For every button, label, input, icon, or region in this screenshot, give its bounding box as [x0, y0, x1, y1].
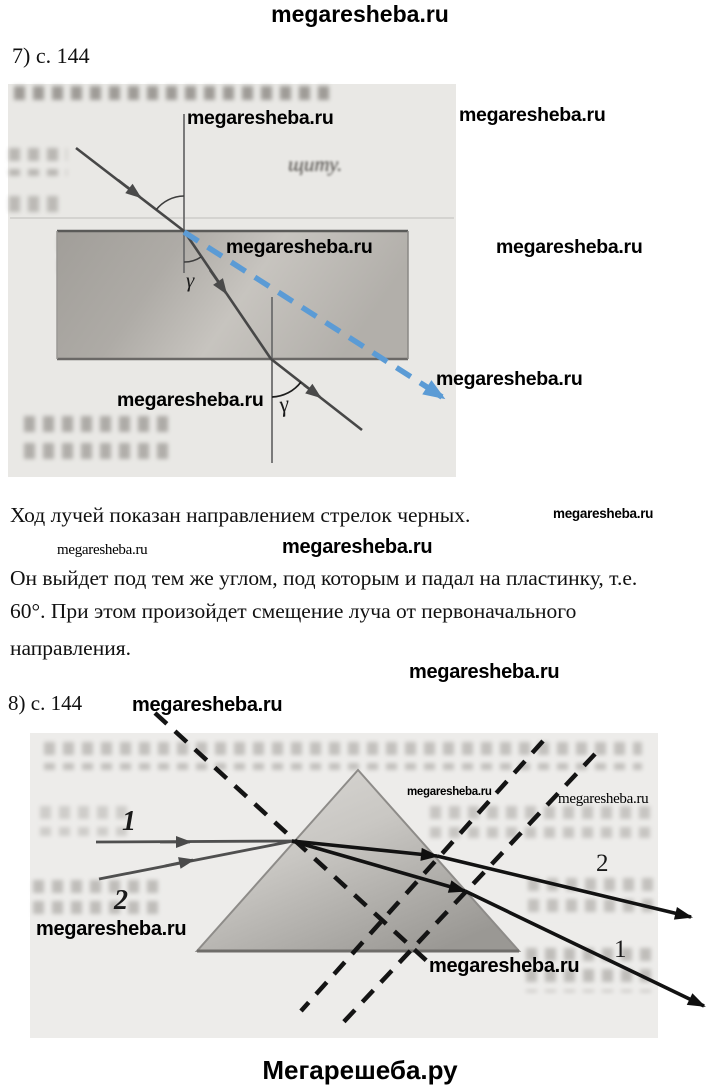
scan-bleed-text: щиту.: [288, 152, 343, 176]
incident-ray-1-label: 1: [122, 806, 136, 837]
watermark: megaresheba.ru: [496, 236, 643, 258]
caption-ray-path: Ход лучей показан направлением стрелок черных.: [10, 503, 471, 527]
watermark: megaresheba.ru: [282, 536, 433, 558]
watermark: megaresheba.ru: [429, 955, 580, 977]
watermark: megaresheba.ru: [436, 368, 583, 390]
incidence-angle-arc: [156, 196, 184, 210]
site-footer-brand: Мегарешеба.ру: [262, 1055, 458, 1085]
incident-ray-2: [99, 841, 293, 879]
watermark: megaresheba.ru: [558, 791, 649, 807]
exit-ray-1-label: 1: [614, 936, 627, 963]
gamma-label-inside: γ: [186, 268, 195, 292]
exit-ray-2-label: 2: [596, 850, 609, 877]
watermark: megaresheba.ru: [36, 918, 187, 940]
incident-ray-arrowhead: [118, 180, 140, 197]
section8-heading: 8) с. 144: [8, 691, 83, 715]
watermark: megaresheba.ru: [187, 107, 334, 129]
watermark: megaresheba.ru: [57, 542, 148, 558]
answer-paragraph-line2: 60°. При этом произойдет смещение луча от первоначального: [10, 599, 577, 623]
incident-ray-2-label: 2: [114, 885, 128, 916]
gamma-label-exit: γ: [277, 391, 291, 418]
incident-ray-2-arrowhead: [165, 860, 193, 866]
exit-ray-arrowhead: [304, 385, 320, 397]
answer-paragraph-line1: Он выйдет под тем же углом, под которым и падал на пластинку, т.е.: [10, 566, 638, 590]
watermark: megaresheba.ru: [409, 661, 560, 683]
watermark: megaresheba.ru: [117, 389, 264, 411]
watermark: megaresheba.ru: [459, 104, 606, 126]
incident-ray-1: [96, 841, 293, 842]
watermark: megaresheba.ru: [553, 506, 654, 521]
watermark: megaresheba.ru: [132, 694, 283, 716]
site-watermark-header: megaresheba.ru: [271, 1, 449, 27]
answer-paragraph-line3: направления.: [10, 636, 131, 660]
watermark: megaresheba.ru: [407, 786, 492, 798]
prism-diagram: [96, 713, 704, 1028]
watermark: megaresheba.ru: [226, 236, 373, 258]
section7-heading: 7) с. 144: [12, 43, 90, 68]
